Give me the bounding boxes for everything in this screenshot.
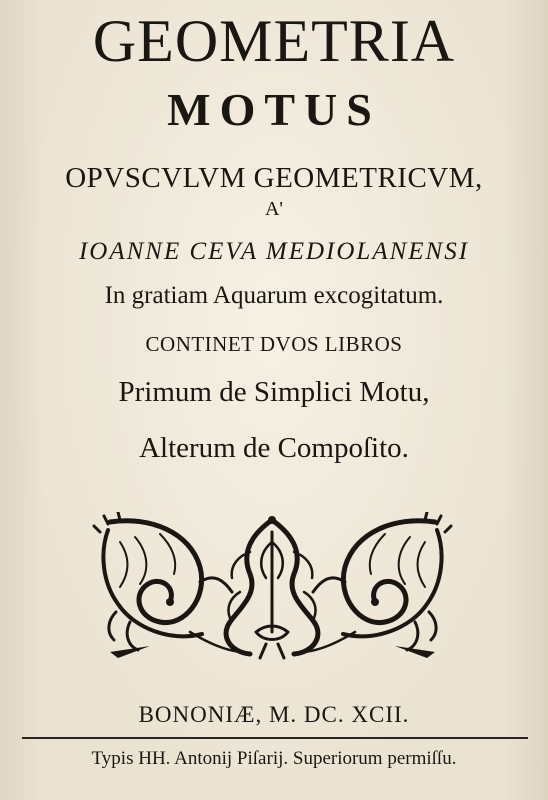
subtitle: OPVSCVLVM GEOMETRICVM,: [65, 162, 483, 194]
imprint: Typis HH. Antonij Piſarij. Superiorum permiſſu.: [91, 748, 457, 769]
author-name: IOANNE CEVA MEDIOLANENSI: [78, 238, 470, 265]
place-and-date: BONONIÆ, M. DC. XCII.: [138, 702, 410, 727]
title-line-2: MOTUS: [167, 84, 381, 135]
acanthus-scroll-ornament-icon: [90, 512, 455, 662]
dedication: In gratiam Aquarum excogitatum.: [104, 282, 444, 309]
imprint-rule: [22, 737, 528, 739]
contents-heading: CONTINET DVOS LIBROS: [145, 332, 403, 356]
preposition: A': [264, 198, 284, 220]
title-line-1: GEOMETRIA: [92, 8, 456, 74]
book-one: Primum de Simplici Motu,: [118, 376, 430, 408]
book-two: Alterum de Compoſito.: [139, 432, 409, 464]
